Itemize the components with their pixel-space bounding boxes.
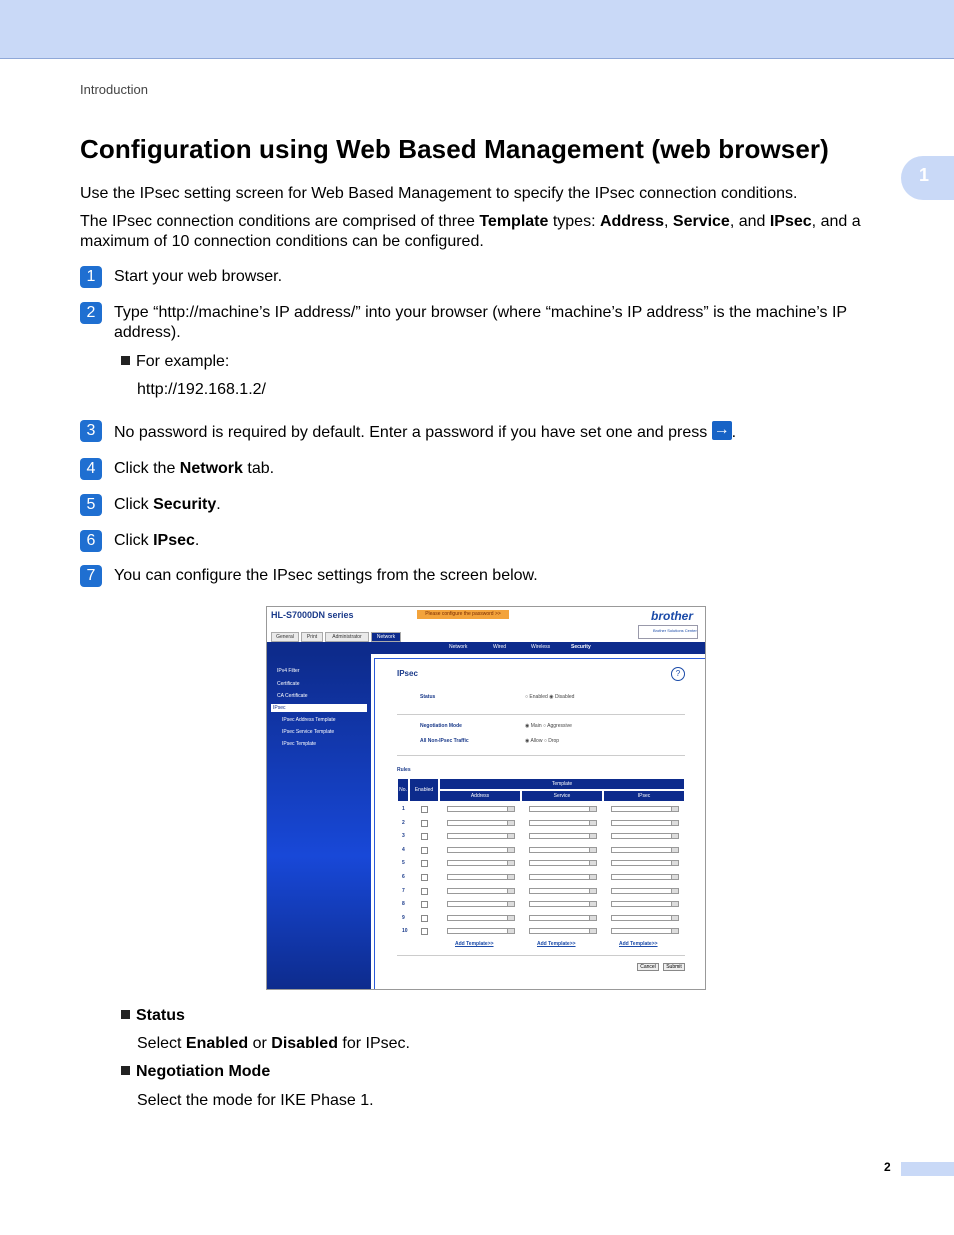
- intro-paragraph-1: Use the IPsec setting screen for Web Based Management to specify the IPsec connection conditions.: [80, 185, 798, 202]
- col-enabled: Enabled: [409, 778, 439, 802]
- ipsec-template-dropdown: [611, 901, 679, 907]
- address-template-dropdown: [447, 860, 515, 866]
- col-address: Address: [439, 790, 521, 802]
- page-title: Configuration using Web Based Management (web browser): [80, 134, 829, 164]
- side-item: IPv4 Filter: [277, 668, 300, 674]
- square-bullet-icon: [121, 356, 130, 365]
- side-item: IPsec Template: [282, 741, 317, 747]
- nav-network: Network: [449, 644, 468, 650]
- address-template-dropdown: [447, 833, 515, 839]
- cancel-button: Cancel: [637, 963, 659, 971]
- chapter-tab: [901, 156, 954, 200]
- intro-paragraph-2: The IPsec connection conditions are comprised of three Template types: Address, Service, and IPsec, and a maximum of 10 connection conditions can be configured.: [80, 213, 861, 250]
- side-menu: [267, 654, 371, 990]
- nav-wired: Wired: [493, 644, 507, 650]
- step-text: No password is required by default. Enter a password if you have set one and press → .: [114, 421, 904, 443]
- rule-number: 2: [402, 819, 405, 826]
- rule-number: 4: [402, 846, 405, 853]
- model-name: HL-S7000DN series: [271, 610, 354, 620]
- rule-number: 3: [402, 833, 405, 840]
- solutions-center-link: Brother Solutions Center: [638, 625, 698, 639]
- nav-security: Security: [571, 644, 591, 650]
- side-item: CA Certificate: [277, 693, 308, 699]
- step-text: Start your web browser.: [114, 268, 283, 285]
- square-bullet-icon: [121, 1066, 130, 1075]
- step-number: 4: [80, 458, 102, 480]
- status-label: Status: [420, 694, 436, 700]
- tab-general: General: [271, 632, 299, 642]
- ipsec-template-dropdown: [611, 860, 679, 866]
- rule-enabled-checkbox: [421, 888, 428, 895]
- col-no: No.: [397, 778, 409, 802]
- status-enabled: ○ Enabled ◉ Disabled: [525, 694, 575, 700]
- page-number: 2: [884, 1160, 891, 1174]
- rule-number: 7: [402, 887, 405, 894]
- panel-title: IPsec: [397, 669, 418, 678]
- negotiation-label: Negotiation Mode: [420, 723, 462, 729]
- rule-number: 6: [402, 874, 405, 880]
- add-service-template: Add Template>>: [537, 941, 576, 947]
- address-template-dropdown: [447, 874, 515, 880]
- step-text: Click the Network tab.: [114, 460, 275, 477]
- service-template-dropdown: [529, 888, 597, 894]
- divider: [397, 755, 685, 756]
- add-ipsec-template: Add Template>>: [619, 941, 658, 947]
- ipsec-template-dropdown: [611, 928, 679, 934]
- tab-print: Print: [301, 632, 323, 642]
- address-template-dropdown: [447, 820, 515, 826]
- add-address-template: Add Template>>: [455, 941, 494, 947]
- nav-wireless: Wireless: [531, 644, 551, 650]
- rule-enabled-checkbox: [421, 820, 428, 827]
- ipsec-template-dropdown: [611, 806, 679, 812]
- rule-number: 1: [402, 806, 405, 812]
- rule-number: 10: [402, 928, 408, 935]
- address-template-dropdown: [447, 928, 515, 934]
- ipsec-template-dropdown: [611, 888, 679, 894]
- address-template-dropdown: [447, 915, 515, 921]
- side-item: IPsec Service Template: [282, 729, 335, 735]
- brother-logo: brother: [651, 609, 693, 623]
- service-template-dropdown: [529, 806, 597, 812]
- rules-label: Rules: [397, 767, 411, 773]
- divider: [397, 714, 685, 715]
- step-text: Type “http://machine’s IP address/” into your browser (where “machine’s IP address” is the machine’s IP address).: [114, 304, 847, 341]
- traffic-options: ◉ Allow ○ Drop: [525, 738, 560, 744]
- negotiation-bullet: Negotiation Mode: [121, 1062, 270, 1082]
- rule-enabled-checkbox: [421, 860, 428, 867]
- ipsec-template-dropdown: [611, 874, 679, 880]
- header-band: [0, 0, 954, 59]
- step-number: 7: [80, 565, 102, 587]
- traffic-label: All Non-IPsec Traffic: [420, 738, 469, 744]
- rule-number: 8: [402, 901, 405, 908]
- service-template-dropdown: [529, 915, 597, 921]
- rule-number: 9: [402, 914, 405, 921]
- negotiation-options: ◉ Main ○ Aggressive: [525, 723, 572, 729]
- square-bullet-icon: [121, 1010, 130, 1019]
- col-ipsec: IPsec: [603, 790, 685, 802]
- step-number: 6: [80, 530, 102, 552]
- rule-enabled-checkbox: [421, 806, 428, 813]
- address-template-dropdown: [447, 847, 515, 853]
- side-item-current: IPsec: [271, 704, 367, 712]
- running-title: Introduction: [80, 82, 148, 97]
- arrow-right-icon: [712, 421, 732, 440]
- ipsec-template-dropdown: [611, 833, 679, 839]
- rule-enabled-checkbox: [421, 901, 428, 908]
- ipsec-template-dropdown: [611, 915, 679, 921]
- address-template-dropdown: [447, 888, 515, 894]
- step-text: You can configure the IPsec settings from the screen below.: [114, 567, 538, 584]
- service-template-dropdown: [529, 928, 597, 934]
- ipsec-panel: [374, 658, 706, 990]
- help-icon: ?: [671, 667, 685, 681]
- negotiation-description: Select the mode for IKE Phase 1.: [137, 1092, 374, 1109]
- status-description: Select Enabled or Disabled for IPsec.: [137, 1035, 410, 1052]
- side-item: Certificate: [277, 681, 300, 687]
- side-item: IPsec Address Template: [282, 717, 336, 723]
- status-bullet: Status: [121, 1006, 185, 1026]
- address-template-dropdown: [447, 901, 515, 907]
- ipsec-template-dropdown: [611, 820, 679, 826]
- ipsec-template-dropdown: [611, 847, 679, 853]
- col-service: Service: [521, 790, 603, 802]
- password-warning: Please configure the password >>: [417, 610, 509, 619]
- service-template-dropdown: [529, 874, 597, 880]
- service-template-dropdown: [529, 833, 597, 839]
- tab-network: Network: [371, 632, 401, 642]
- step-number: 5: [80, 494, 102, 516]
- address-template-dropdown: [447, 806, 515, 812]
- rule-number: 5: [402, 860, 405, 867]
- service-template-dropdown: [529, 820, 597, 826]
- rule-enabled-checkbox: [421, 874, 428, 881]
- submit-button: Submit: [663, 963, 685, 971]
- rule-enabled-checkbox: [421, 915, 428, 922]
- rule-enabled-checkbox: [421, 847, 428, 854]
- step-text: Click IPsec.: [114, 532, 200, 549]
- chapter-number: 1: [919, 165, 930, 185]
- step-number: 1: [80, 266, 102, 288]
- example-url: http://192.168.1.2/: [137, 381, 266, 398]
- service-template-dropdown: [529, 860, 597, 866]
- footer-band: [901, 1162, 954, 1176]
- service-template-dropdown: [529, 847, 597, 853]
- service-template-dropdown: [529, 901, 597, 907]
- example-bullet: For example:: [121, 352, 229, 372]
- tab-administrator: Administrator: [325, 632, 369, 642]
- rule-enabled-checkbox: [421, 928, 428, 935]
- step-number: 2: [80, 302, 102, 324]
- step-number: 3: [80, 420, 102, 442]
- col-template: Template: [439, 778, 685, 790]
- rule-enabled-checkbox: [421, 833, 428, 840]
- sub-nav: [267, 642, 706, 654]
- divider: [397, 955, 685, 956]
- step-text: Click Security.: [114, 496, 221, 513]
- ipsec-screenshot: [266, 606, 706, 990]
